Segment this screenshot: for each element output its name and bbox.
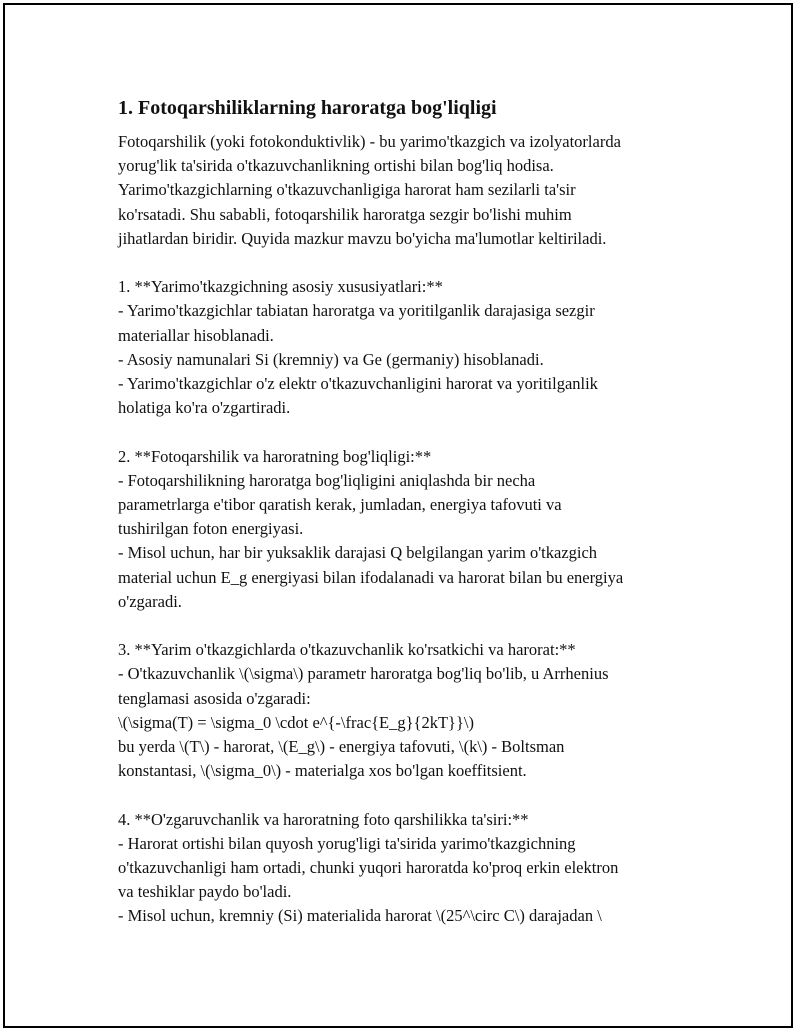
intro-paragraph: Fotoqarshilik (yoki fotokonduktivlik) - bu yarimo'tkazgich va izolyatorlarda yorug'lik ta'sirida o'tkazuvchanlikning ortishi bilan bog'liq hodisa. Yarimo'tkazgichlarning o'tkazuvchanligiga harorat ham sezilarli ta'sir ko'rsatadi. Shu sababli, fotoqarshilik haroratga sezgir bo'lishi muhim jihatlardan biridir. Quyida mazkur mavzu bo'yicha ma'lumotlar keltiriladi. [118, 132, 621, 248]
section-2: 2. **Fotoqarshilik va haroratning bog'liqligi:** - Fotoqarshilikning haroratga bog'liqligini aniqlashda bir necha parametrlarga e'tibor qaratish kerak, jumladan, energiya tafovuti va tushirilgan foton energiyasi. - Misol uchun, har bir yuksaklik darajasi Q belgilangan yarim o'tkazgich material uchun E_g energiyasi bilan ifodalanadi va harorat bilan bu energiya o'zgaradi. [118, 446, 624, 611]
paragraph-gap [118, 251, 688, 275]
document-title: 1. Fotoqarshiliklarning haroratga bog'liqligi [118, 97, 497, 119]
document-body [118, 96, 688, 929]
paragraph-gap [118, 783, 688, 807]
section-3: 3. **Yarim o'tkazgichlarda o'tkazuvchanlik ko'rsatkichi va harorat:** - O'tkazuvchanlik \(\sigma\) parametr haroratga bog'liq bo'lib, u Arrhenius tenglamasi asosida o'zgaradi: \(\sigma(T) = \sigma_0 \cdot e^{-\frac{E_g}{2kT}}\) bu yerda \(T\) - harorat, \(E_g\) - energiya tafovuti, \(k\) - Boltsman konstantasi, \(\sigma_0\) - materialga xos bo'lgan koeffitsient. [118, 640, 609, 781]
paragraph-gap [118, 614, 688, 638]
section-1: 1. **Yarimo'tkazgichning asosiy xususiyatlari:** - Yarimo'tkazgichlar tabiatan haroratga va yoritilganlik darajasiga sezgir materiallar hisoblanadi. - Asosiy namunalari Si (kremniy) va Ge (germaniy) hisoblanadi. - Yarimo'tkazgichlar o'z elektr o'tkazuvchanligini harorat va yoritilganlik holatiga ko'ra o'zgartiradi. [118, 277, 598, 418]
section-4: 4. **O'zgaruvchanlik va haroratning foto qarshilikka ta'siri:** - Harorat ortishi bilan quyosh yorug'ligi ta'sirida yarimo'tkazgichning o'tkazuvchanligi ham ortadi, chunki yuqori haroratda ko'proq erkin elektron va teshiklar paydo bo'ladi. - Misol uchun, kremniy (Si) materialida harorat \(25^\circ C\) darajadan \ [118, 809, 619, 926]
paragraph-gap [118, 420, 688, 444]
